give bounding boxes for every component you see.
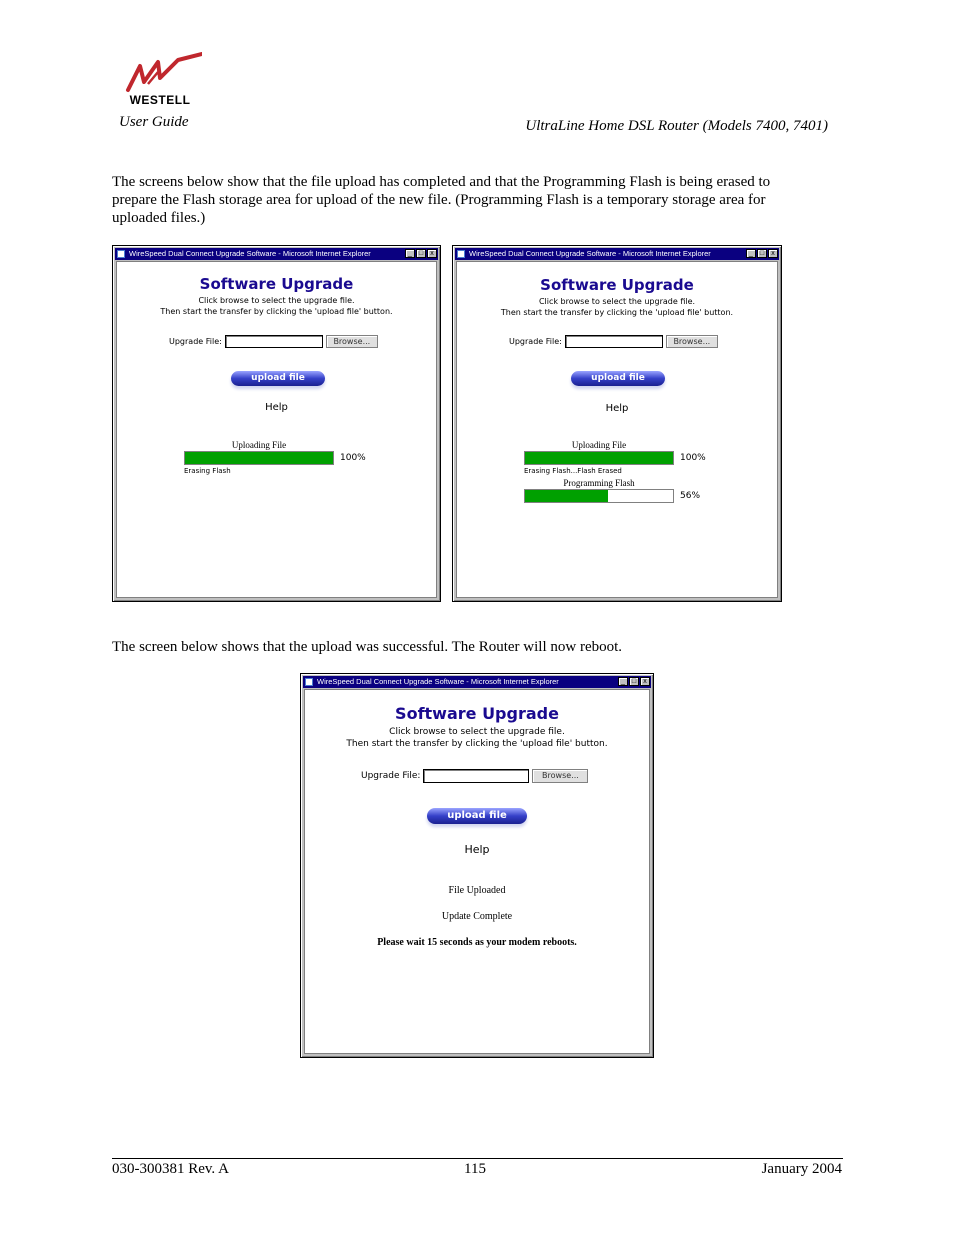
flash-status: Erasing Flash...Flash Erased (524, 467, 622, 475)
upload-file-button[interactable]: upload file (571, 371, 665, 386)
programming-progress-bar (524, 489, 674, 503)
instruction-line-1: Click browse to select the upgrade file. (389, 727, 565, 737)
maximize-button[interactable]: □ (757, 249, 767, 258)
ie-window-erasing (112, 245, 441, 602)
close-button[interactable]: x (427, 249, 437, 258)
close-button[interactable]: x (768, 249, 778, 258)
westell-logo (118, 52, 202, 110)
upgrade-file-row (361, 769, 588, 783)
page-title: Software Upgrade (540, 276, 694, 294)
help-link[interactable]: Help (265, 402, 288, 413)
instruction-line-2: Then start the transfer by clicking the 'upload file' button. (160, 307, 393, 316)
page-title: Software Upgrade (395, 704, 559, 723)
upgrade-file-row (169, 335, 378, 348)
progress-percent: 100% (680, 453, 706, 463)
flash-status: Erasing Flash (184, 467, 231, 475)
window-title: WireSpeed Dual Connect Upgrade Software - Microsoft Internet Explorer (129, 249, 371, 258)
progress-label: Uploading File (571, 440, 627, 450)
ie-window-programming (452, 245, 782, 602)
window-titlebar (115, 248, 438, 260)
update-complete-text: Update Complete (441, 911, 513, 922)
maximize-button[interactable]: □ (629, 677, 639, 686)
browse-button[interactable]: Browse... (326, 335, 378, 348)
upgrade-file-label: Upgrade File: (361, 771, 421, 781)
upgrade-file-row (509, 335, 718, 348)
westell-logo-mark (118, 52, 202, 94)
ie-icon (457, 250, 465, 258)
header-doc-type: User Guide (119, 114, 189, 130)
instruction-line-2: Then start the transfer by clicking the 'upload file' button. (346, 739, 608, 749)
window-title: WireSpeed Dual Connect Upgrade Software - Microsoft Internet Explorer (469, 249, 711, 258)
close-button[interactable]: x (640, 677, 650, 686)
instruction-line-1: Click browse to select the upgrade file. (538, 297, 696, 306)
footer-date: January 2004 (761, 1161, 842, 1177)
upload-progress-bar (184, 451, 334, 465)
upload-progress-bar (524, 451, 674, 465)
upload-file-button[interactable]: upload file (231, 371, 325, 386)
logo-text: WESTELL (129, 93, 191, 107)
footer-page-number: 115 (464, 1161, 486, 1177)
upgrade-file-label: Upgrade File: (169, 337, 222, 346)
footer-rule (112, 1158, 843, 1159)
browse-button[interactable]: Browse... (532, 769, 588, 783)
upgrade-file-input[interactable] (423, 769, 529, 783)
minimize-button[interactable]: _ (746, 249, 756, 258)
window-titlebar (455, 248, 779, 260)
upgrade-file-input[interactable] (565, 335, 663, 348)
instruction-line-1: Click browse to select the upgrade file. (198, 296, 355, 305)
window-titlebar (303, 676, 651, 688)
page-title: Software Upgrade (199, 275, 354, 293)
upgrade-file-input[interactable] (225, 335, 323, 348)
paragraph-upload-complete: The screens below show that the file upload has completed and that the Programming Flash is being erased to prepare the Flash storage area for upload of the new file. (Programming Flash is a temporary storage area for uploaded files.) (112, 174, 771, 226)
window-content (304, 689, 650, 1054)
help-link[interactable]: Help (464, 843, 490, 856)
programming-percent: 56% (680, 491, 701, 501)
upload-file-button[interactable]: upload file (427, 808, 527, 824)
footer-doc-number: 030-300381 Rev. A (112, 1161, 229, 1177)
minimize-button[interactable]: _ (618, 677, 628, 686)
reboot-notice: Please wait 15 seconds as your modem reboots. (377, 937, 577, 948)
ie-icon (305, 678, 313, 686)
browse-button[interactable]: Browse... (666, 335, 718, 348)
help-link[interactable]: Help (605, 403, 629, 414)
upload-progress-fill (185, 452, 333, 464)
paragraph-upload-success: The screen below shows that the upload was successful. The Router will now reboot. (112, 639, 623, 655)
instruction-line-2: Then start the transfer by clicking the 'upload file' button. (500, 308, 734, 317)
maximize-button[interactable]: □ (416, 249, 426, 258)
ie-window-complete (300, 673, 654, 1058)
minimize-button[interactable]: _ (405, 249, 415, 258)
upgrade-file-label: Upgrade File: (509, 337, 562, 346)
upload-progress-fill (525, 452, 673, 464)
programming-progress-fill (525, 490, 608, 502)
header-product: UltraLine Home DSL Router (Models 7400, 7401) (525, 118, 828, 134)
file-uploaded-text: File Uploaded (448, 885, 506, 896)
programming-label: Programming Flash (563, 478, 635, 488)
window-content (116, 261, 437, 598)
ie-icon (117, 250, 125, 258)
window-content (456, 261, 778, 598)
window-title: WireSpeed Dual Connect Upgrade Software - Microsoft Internet Explorer (317, 677, 559, 686)
progress-percent: 100% (340, 453, 366, 463)
progress-label: Uploading File (231, 440, 287, 450)
